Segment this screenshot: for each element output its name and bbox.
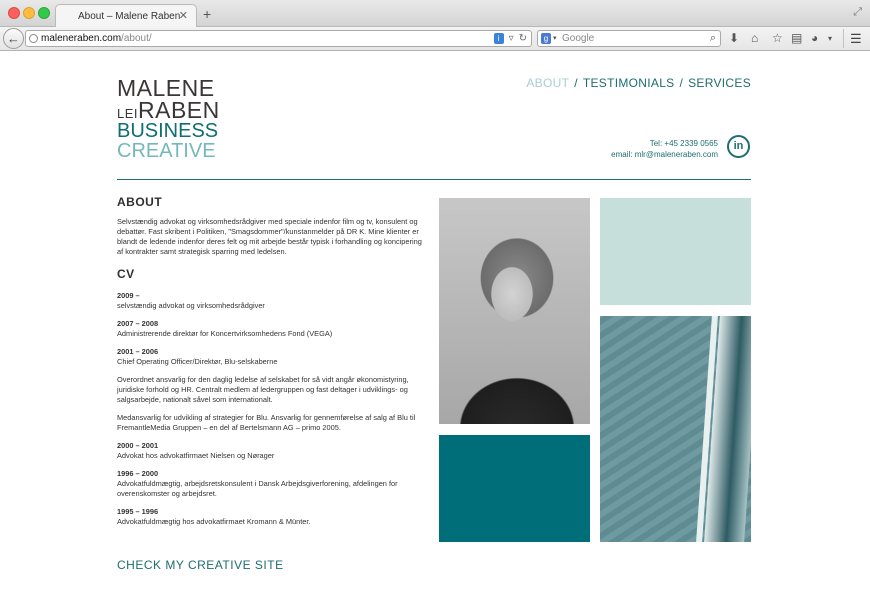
creative-site-link[interactable]: CHECK MY CREATIVE SITE <box>117 558 284 572</box>
hamburger-menu-icon[interactable]: ☰ <box>850 31 862 46</box>
close-window-button[interactable] <box>8 7 20 19</box>
globe-icon <box>29 34 38 43</box>
browser-tab[interactable] <box>55 4 197 28</box>
cv-entry-years: 1996 – 2000 <box>117 469 159 478</box>
toolbar-separator <box>843 29 844 48</box>
cv-entry <box>117 319 427 339</box>
tab-close-icon[interactable]: ✕ <box>178 10 188 22</box>
logo-line-raben <box>117 99 220 121</box>
minimize-window-button[interactable] <box>23 7 35 19</box>
new-tab-button[interactable]: + <box>203 6 212 22</box>
nav-separator: / <box>679 76 684 90</box>
fullscreen-icon[interactable]: ⤢ <box>853 6 862 18</box>
url-bar[interactable] <box>25 30 532 47</box>
home-icon[interactable]: ⌂ <box>751 31 759 45</box>
cv-entry-text: Administrerende direktør for Koncertvirksomhedens Fond (VEGA) <box>117 329 333 338</box>
browser-toolbar <box>0 27 870 51</box>
page-info-icon[interactable]: i <box>494 33 504 44</box>
nav-testimonials[interactable]: TESTIMONIALS <box>582 76 675 90</box>
url-bar-icons <box>489 31 527 46</box>
about-content <box>117 197 427 535</box>
logo-line-business: BUSINESS <box>117 120 219 142</box>
contact-phone[interactable]: Tel: +45 2339 0565 <box>649 139 718 148</box>
contact-email[interactable]: email: mlr@maleneraben.com <box>611 150 718 159</box>
search-bar[interactable] <box>537 30 721 47</box>
cv-entry <box>117 507 427 527</box>
url-host: maleneraben.com <box>41 33 122 44</box>
extension-icon[interactable]: ◕ <box>811 31 819 45</box>
cv-entry-years: 2000 – 2001 <box>117 441 159 450</box>
web-page <box>0 52 870 594</box>
cv-entry-years: 2007 – 2008 <box>117 319 159 328</box>
download-icon[interactable]: ⬇ <box>729 31 740 45</box>
about-text: Selvstændig advokat og virksomhedsrådgiver med speciale indenfor film og tv, konsulent og debattør. Fast skribent i Politiken, "Smagsdommer"/kunstanmelder på DR K. Mine klienter er blandt de ledende indenfor deres felt og mit arbejde består typisk i forhandling og koncipering af kontrakter samt strategisk sparring med ledelsen. <box>117 217 422 256</box>
reload-icon[interactable]: ↻ <box>518 33 527 44</box>
cv-entry-text: Chief Operating Officer/Direktør, Blu-selskaberne <box>117 357 278 366</box>
contact-info <box>611 138 718 160</box>
cv-entry-text: Advokat hos advokatfirmaet Nielsen og Nørager <box>117 451 275 460</box>
dropdown-icon[interactable]: ▿ <box>508 33 514 44</box>
nav-separator: / <box>574 76 578 90</box>
bookmark-star-icon[interactable]: ☆ <box>772 31 783 45</box>
google-icon[interactable]: g <box>541 33 551 44</box>
cv-entry-text: Advokatfuldmægtig, arbejdsretskonsulent i Dansk Arbejdsgiverforening, afdelingen for overenskomster og arbejdsret. <box>117 479 398 498</box>
cv-entry <box>117 469 427 499</box>
cv-entry <box>117 291 427 311</box>
zoom-window-button[interactable] <box>38 7 50 19</box>
logo-lei: LEI <box>117 106 139 121</box>
browser-titlebar <box>0 0 870 27</box>
url-path: /about/ <box>121 33 152 44</box>
teal-color-tile <box>439 435 590 542</box>
cv-paragraph: Overordnet ansvarlig for den daglig ledelse af selskabet for så vidt angår økonomistyring, juridiske forhold og HR. Centralt medlem af ledergruppen og fast deltager i udviklings- og salgsarbejde, nationalt såvel som internationalt. <box>117 375 409 404</box>
site-logo[interactable] <box>117 77 220 161</box>
cv-entry-years: 1995 – 1996 <box>117 507 159 516</box>
cv-entry <box>117 347 427 367</box>
building-photo <box>600 316 751 542</box>
back-arrow-icon: ← <box>7 31 20 46</box>
nav-services[interactable]: SERVICES <box>688 76 751 90</box>
logo-line-creative: CREATIVE <box>117 140 216 162</box>
logo-line-malene: MALENE <box>117 75 215 101</box>
search-placeholder: Google <box>562 33 595 44</box>
clipboard-icon[interactable]: ▤ <box>791 31 803 45</box>
header-divider <box>117 179 751 180</box>
cv-paragraph: Medansvarlig for udvikling af strategier for Blu. Ansvarlig for gennemførelse af salg af Blu til FremantleMedia Gruppen – en del af Bertelsmann AG – primo 2005. <box>117 413 416 432</box>
main-navigation <box>526 76 751 90</box>
search-engine-dropdown-icon[interactable]: ▾ <box>553 35 557 42</box>
about-heading: ABOUT <box>117 195 163 209</box>
tab-title: About – Malene Raben <box>78 11 181 22</box>
back-button[interactable] <box>3 28 24 49</box>
extension-dropdown-icon[interactable]: ▾ <box>828 34 833 43</box>
cv-entry-text: selvstændig advokat og virksomhedsrådgiver <box>117 301 265 310</box>
portrait-photo <box>439 198 590 424</box>
cv-entry-years: 2009 – <box>117 291 140 300</box>
search-icon[interactable]: ⌕ <box>709 32 716 44</box>
cv-entry <box>117 441 427 461</box>
cv-heading: CV <box>117 267 135 281</box>
cv-entry-text: Advokatfuldmægtig hos advokatfirmaet Kromann & Münter. <box>117 517 311 526</box>
nav-about[interactable]: ABOUT <box>526 76 570 90</box>
cv-entry-years: 2001 – 2006 <box>117 347 159 356</box>
linkedin-icon[interactable]: in <box>727 135 750 158</box>
logo-raben: RABEN <box>138 97 220 123</box>
mint-color-tile <box>600 198 751 305</box>
